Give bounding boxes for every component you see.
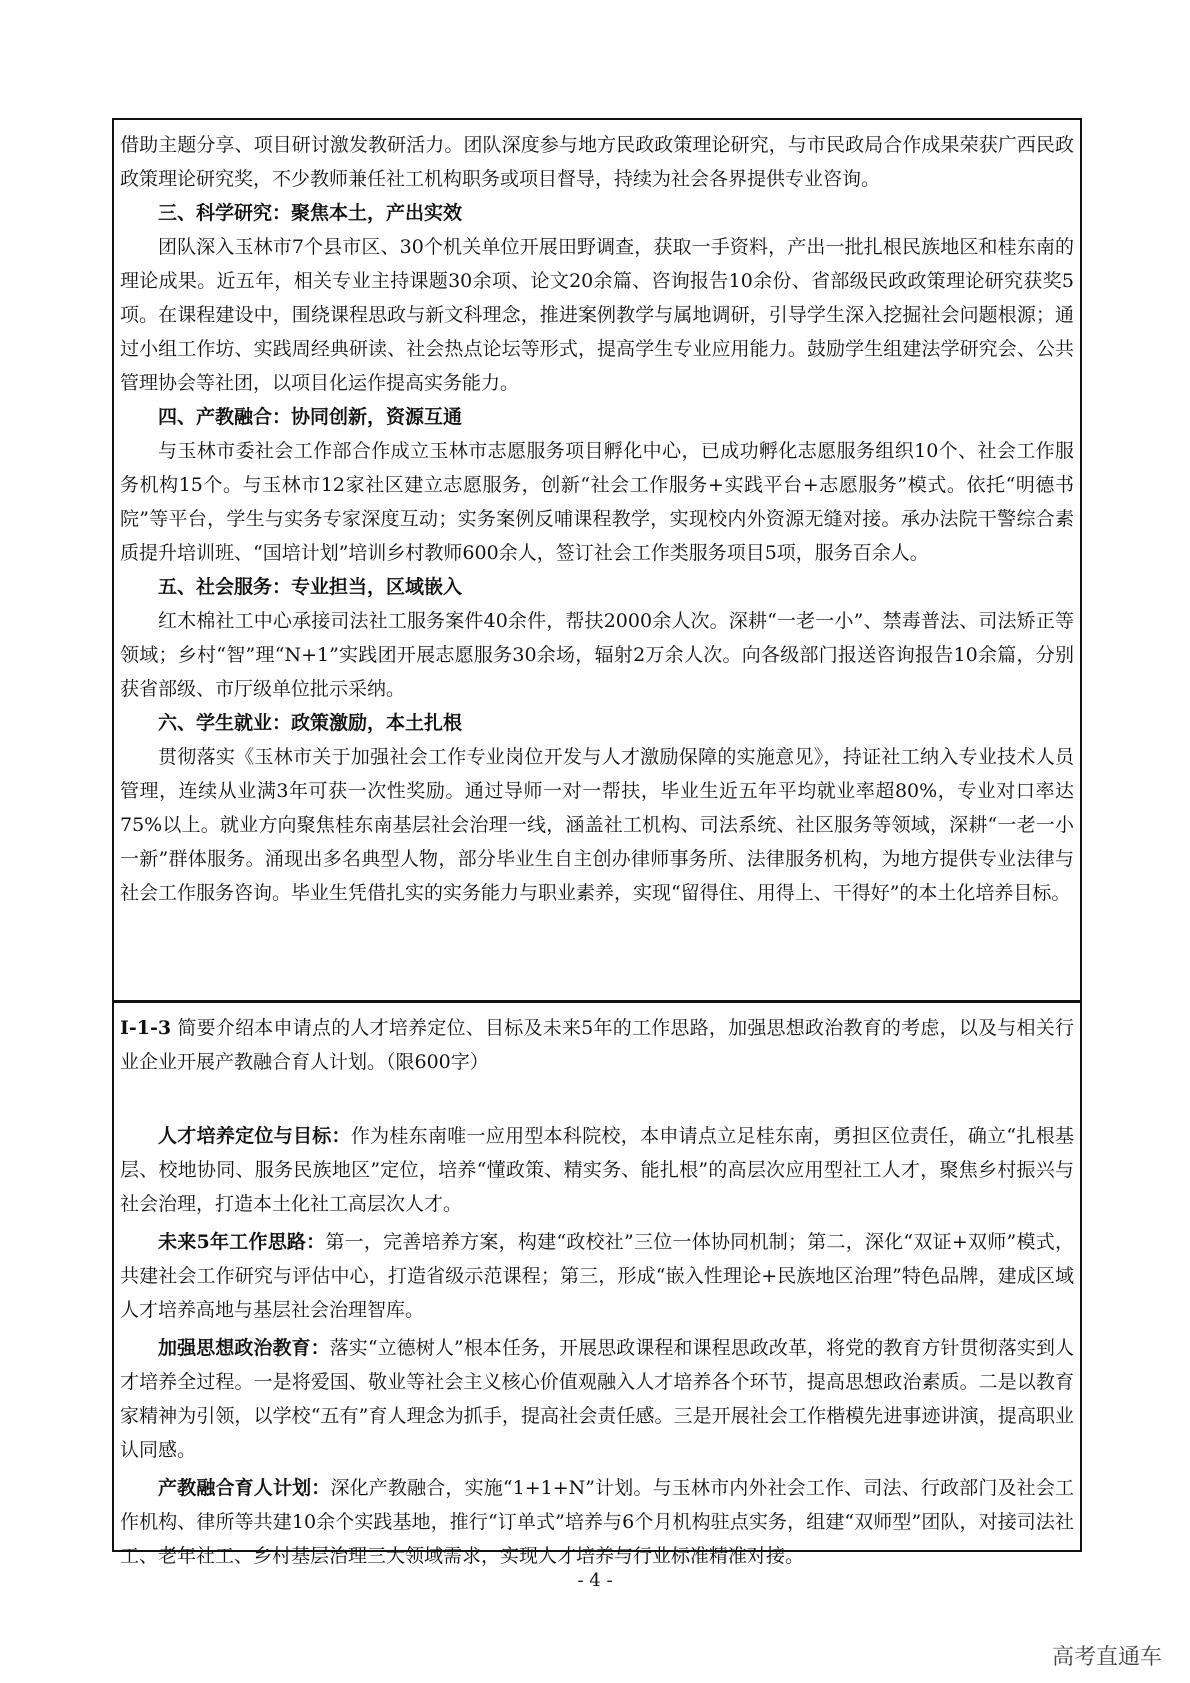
watermark-text: 高考直通车 <box>1051 1645 1162 1670</box>
text-ideology: 落实“立德树人”根本任务，开展思政课程和课程思政改革，将党的教育方针贯彻落实到人才培养全过程。一是将爱国、敬业等社会主义核心价值观融入人才培养各个环节，提高思想政治素质。二是以教育家精神为引领，以学校“五有”育人理念为抓手，提高社会责任感。三是开展社会工作楷模先进事迹讲演，提高职业认同感。 <box>120 1337 1074 1461</box>
paragraph-plan <box>120 1225 1074 1327</box>
heading-service: 五、社会服务：专业担当，区域嵌入 <box>158 576 463 598</box>
text-plan: 第一，完善培养方案，构建“政校社”三位一体协同机制；第二，深化“双证+双师”模式，共建社会工作研究与评估中心，打造省级示范课程；第三，形成“嵌入性理论+民族地区治理”特色品牌，建成区域人才培养高地与基层社会治理智库。 <box>120 1231 1074 1321</box>
text-integration: 深化产教融合，实施“1+1+N”计划。与玉林市内外社会工作、司法、行政部门及社会工作机构、律所等共建10余个实践基地，推行“订单式”培养与6个月机构驻点实务，组建“双师型”团队，对接司法社工、老年社工、乡村基层治理三大领域需求，实现人才培养与行业标准精准对接。 <box>120 1477 1074 1567</box>
paragraph-service: 红木棉社工中心承接司法社工服务案件40余件，帮扶2000余人次。深耕“一老一小”、禁毒普法、司法矫正等领域；乡村“智”理“N+1”实践团开展志愿服务30余场，辐射2万余人次。向各级部门报送咨询报告10余篇，分别获省部级、市厅级单位批示采纳。 <box>120 610 1074 700</box>
label-positioning: 人才培养定位与目标： <box>158 1125 351 1147</box>
heading-industry: 四、产教融合：协同创新，资源互通 <box>158 406 463 428</box>
content-box-lower <box>112 1000 1082 1567</box>
label-plan: 未来5年工作思路： <box>158 1231 326 1253</box>
paragraph-ideology <box>120 1331 1074 1467</box>
intro-paragraph: 借助主题分享、项目研讨激发教研活力。团队深度参与地方民政政策理论研究，与市民政局合作成果荣获广西民政政策理论研究奖，不少教师兼任社工机构职务或项目督导，持续为社会各界提供专业咨询。 <box>120 134 1074 190</box>
question-text: 简要介绍本申请点的人才培养定位、目标及未来5年的工作思路，加强思想政治教育的考虑，以及与相关行业企业开展产教融合育人计划。（限600字） <box>120 1017 1074 1073</box>
paragraph-positioning <box>120 1119 1074 1221</box>
label-integration: 产教融合育人计划： <box>158 1477 331 1499</box>
label-ideology: 加强思想政治教育： <box>158 1337 330 1359</box>
paragraph-integration <box>120 1471 1074 1573</box>
paragraph-industry: 与玉林市委社会工作部合作成立玉林市志愿服务项目孵化中心，已成功孵化志愿服务组织10个、社会工作服务机构15个。与玉林市12家社区建立志愿服务，创新“社会工作服务+实践平台+志愿服务”模式。依托“明德书院”等平台，学生与实务专家深度互动；实务案例反哺课程教学，实现校内外资源无缝对接。承办法院干警综合素质提升培训班、“国培计划”培训乡村教师600余人，签订社会工作类服务项目5项，服务百余人。 <box>120 440 1074 564</box>
content-box-upper <box>112 118 1082 1002</box>
heading-research: 三、科学研究：聚焦本土，产出实效 <box>158 202 463 224</box>
heading-employment: 六、学生就业：政策激励，本土扎根 <box>158 712 463 734</box>
upper-content <box>114 120 1080 910</box>
page-number: - 4 - <box>577 1570 613 1591</box>
question-prompt <box>120 1011 1074 1079</box>
question-code: I-1-3 <box>120 1017 172 1039</box>
paragraph-research: 团队深入玉林市7个县市区、30个机关单位开展田野调查，获取一手资料，产出一批扎根民族地区和桂东南的理论成果。近五年，相关专业主持课题30余项、论文20余篇、咨询报告10余份、省部级民政政策理论研究获奖5项。在课程建设中，围绕课程思政与新文科理念，推进案例教学与属地调研，引导学生深入挖掘社会问题根源；通过小组工作坊、实践周经典研读、社会热点论坛等形式，提高学生专业应用能力。鼓励学生组建法学研究会、公共管理协会等社团，以项目化运作提高实务能力。 <box>120 236 1074 394</box>
paragraph-employment: 贯彻落实《玉林市关于加强社会工作专业岗位开发与人才激励保障的实施意见》，持证社工纳入专业技术人员管理，连续从业满3年可获一次性奖励。通过导师一对一帮扶，毕业生近五年平均就业率超80%，专业对口率达75%以上。就业方向聚焦桂东南基层社会治理一线，涵盖社工机构、司法系统、社区服务等领域，深耕“一老一小一新”群体服务。涌现出多名典型人物，部分毕业生自主创办律师事务所、法律服务机构，为地方提供专业法律与社会工作服务咨询。毕业生凭借扎实的实务能力与职业素养，实现“留得住、用得上、干得好”的本土化培养目标。 <box>120 746 1074 904</box>
text-positioning: 作为桂东南唯一应用型本科院校，本申请点立足桂东南，勇担区位责任，确立“扎根基层、校地协同、服务民族地区”定位，培养“懂政策、精实务、能扎根”的高层次应用型社工人才，聚焦乡村振兴与社会治理，打造本土化社工高层次人才。 <box>120 1125 1074 1215</box>
lower-content <box>114 1003 1080 1573</box>
